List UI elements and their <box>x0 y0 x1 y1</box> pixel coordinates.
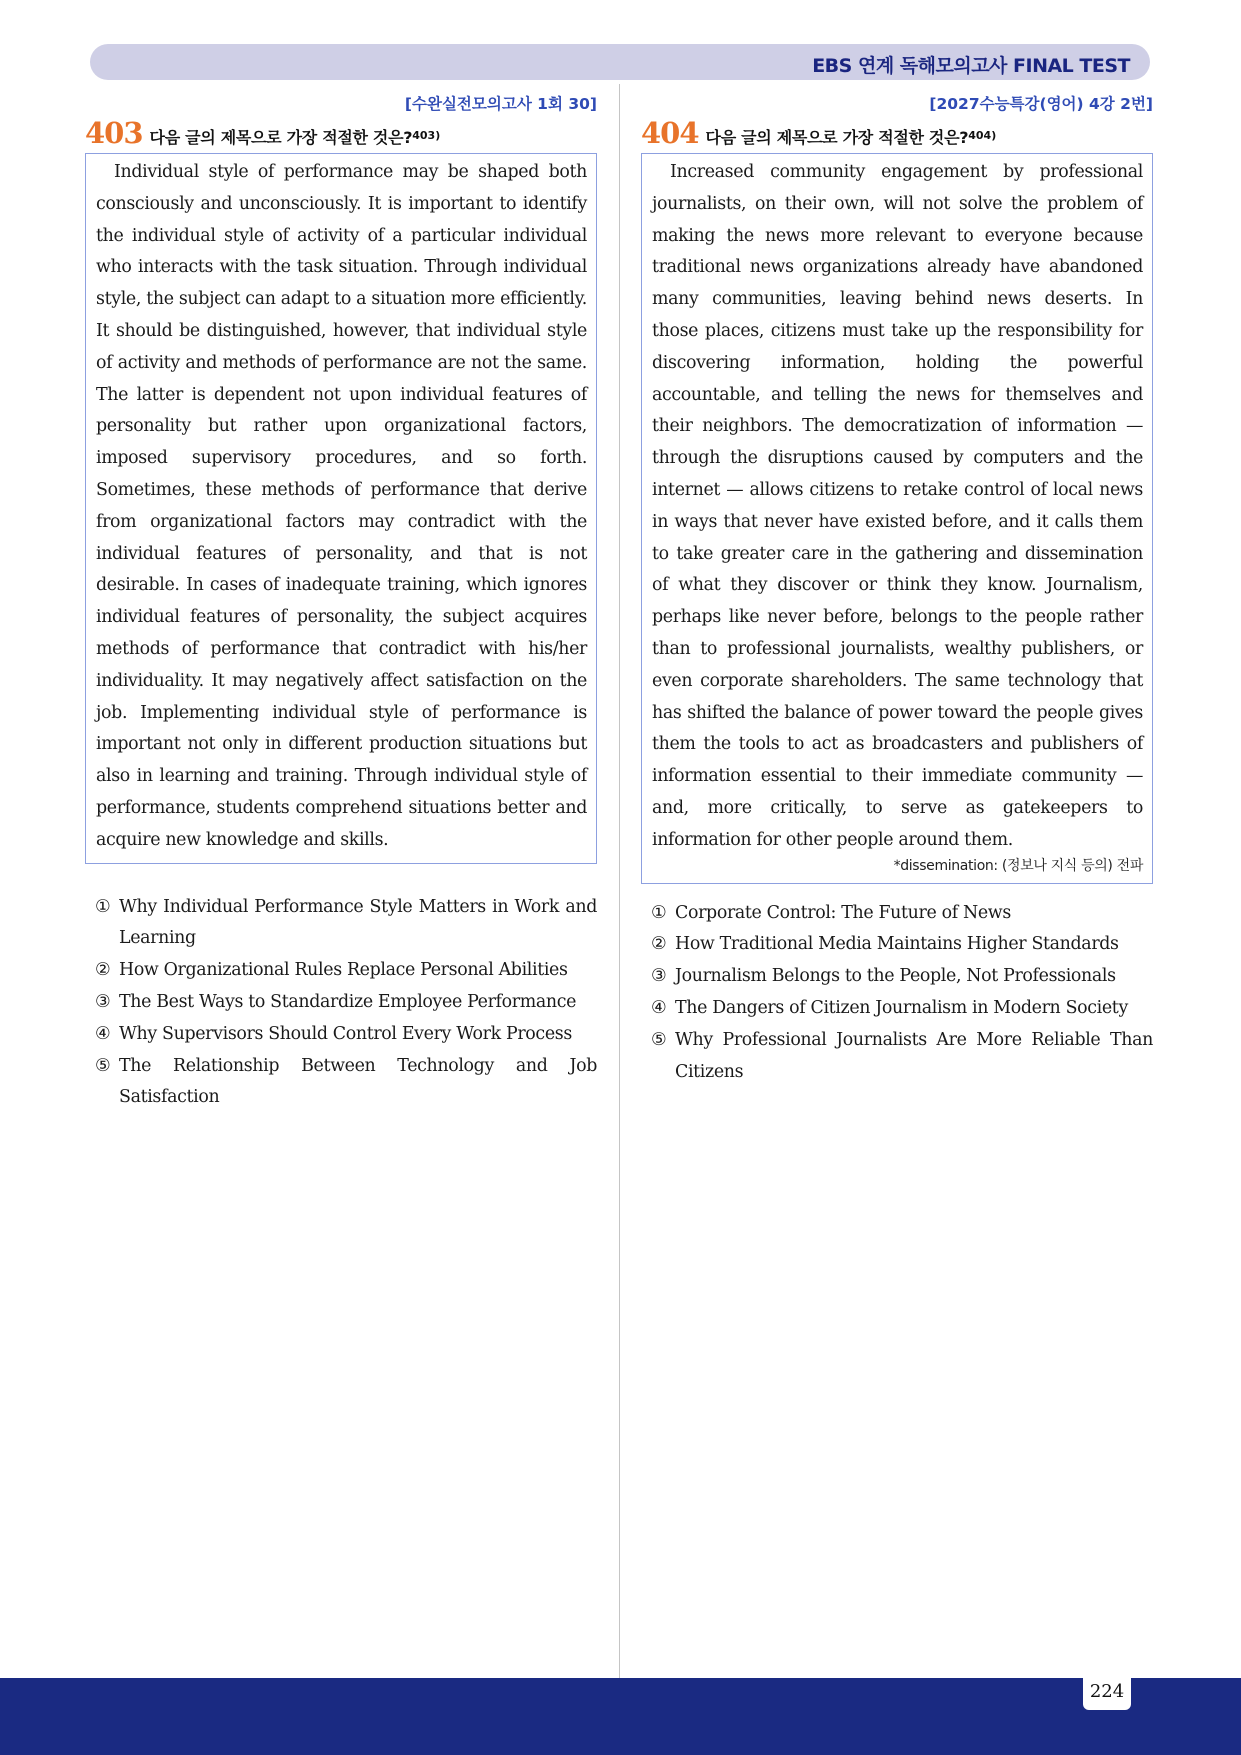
answer-option[interactable] <box>651 1025 1153 1089</box>
option-text: The Relationship Between Technology and Job Satisfaction <box>119 1055 597 1108</box>
option-text: Journalism Belongs to the People, Not Professionals <box>675 966 1116 987</box>
answer-option[interactable] <box>95 1019 597 1051</box>
question-header <box>85 116 597 150</box>
question-source: [2027수능특강(영어) 4강 2번] <box>929 95 1153 113</box>
passage-text: Increased community engagement by professional journalists, on their own, will not solve the problem of making the news more relevant to everyone because traditional news organizations already have abandoned many communities, leaving behind news deserts. In those places, citizens must take up the responsibility for discovering information, holding the powerful accountable, and telling the news for themselves and their neighbors. The democratization of information — through the disruptions caused by computers and the internet — allows citizens to retake control of local news in ways that never have existed before, and it calls them to take greater care in the gathering and dissemination of what they discover or think they know. Journalism, perhaps like never before, belongs to the people rather than to professional journalists, wealthy publishers, or even corporate shareholders. The same technology that has shifted the balance of power toward the people gives them the tools to act as broadcasters and publishers of information essential to their immediate community — and, more critically, to serve as gatekeepers to information for other people around them. <box>652 162 1143 850</box>
option-text: Corporate Control: The Future of News <box>675 902 1011 923</box>
answer-options <box>85 892 597 1115</box>
answer-option[interactable] <box>95 1051 597 1115</box>
question-ref: 404) <box>968 129 997 142</box>
question-403 <box>85 92 597 1114</box>
answer-option[interactable] <box>651 961 1153 993</box>
option-number: ① <box>651 902 667 923</box>
option-text: The Dangers of Citizen Journalism in Modern Society <box>675 997 1128 1018</box>
option-number: ④ <box>95 1023 111 1044</box>
option-text: Why Supervisors Should Control Every Work Process <box>119 1023 572 1044</box>
option-text: Why Professional Journalists Are More Reliable Than Citizens <box>675 1029 1153 1082</box>
page-number: 224 <box>1083 1674 1131 1710</box>
option-text: How Traditional Media Maintains Higher Standards <box>675 934 1119 955</box>
option-number: ⑤ <box>651 1029 667 1050</box>
question-number: 403 <box>85 116 143 150</box>
option-number: ⑤ <box>95 1055 111 1076</box>
passage-box <box>85 153 597 864</box>
option-number: ④ <box>651 997 667 1018</box>
header-bar <box>90 44 1150 80</box>
column-divider <box>619 84 620 1678</box>
question-source: [수완실전모의고사 1회 30] <box>404 95 597 113</box>
question-prompt: 다음 글의 제목으로 가장 적절한 것은? <box>705 128 969 147</box>
answer-option[interactable] <box>651 993 1153 1025</box>
option-number: ③ <box>95 991 111 1012</box>
option-text: How Organizational Rules Replace Personal Abilities <box>119 960 568 981</box>
question-number: 404 <box>641 116 699 150</box>
header-title: EBS 연계 독해모의고사 FINAL TEST <box>812 55 1130 77</box>
option-text: The Best Ways to Standardize Employee Performance <box>119 991 577 1012</box>
passage-text: Individual style of performance may be shaped both consciously and unconsciously. It is important to identify the individual style of activity of a particular individual who interacts with the task situation. Through individual style, the subject can adapt to a situation more efficiently. It should be distinguished, however, that individual style of activity and methods of performance are not the same. The latter is dependent not upon individual features of personality but rather upon organizational factors, imposed supervisory procedures, and so forth. Sometimes, these methods of performance that derive from organizational factors may contradict with the individual features of personality, and that is not desirable. In cases of inadequate training, which ignores individual features of personality, the subject acquires methods of performance that contradict with his/her individuality. It may negatively affect satisfaction on the job. Implementing individual style of performance is important not only in different production situations but also in learning and training. Through individual style of performance, students comprehend situations better and acquire new knowledge and skills. <box>96 162 587 850</box>
question-ref: 403) <box>412 129 441 142</box>
option-number: ② <box>651 934 667 955</box>
question-404 <box>641 92 1153 1088</box>
option-text: Why Individual Performance Style Matters in Work and Learning <box>119 896 597 949</box>
option-number: ② <box>95 960 111 981</box>
footnote: *dissemination: (정보나 지식 등의) 전파 <box>893 857 1143 874</box>
option-number: ① <box>95 896 111 917</box>
answer-option[interactable] <box>95 987 597 1019</box>
answer-option[interactable] <box>95 955 597 987</box>
answer-option[interactable] <box>95 892 597 956</box>
answer-option[interactable] <box>651 929 1153 961</box>
option-number: ③ <box>651 966 667 987</box>
question-header <box>641 116 1153 150</box>
answer-options <box>641 898 1153 1089</box>
footer-bar <box>0 1678 1241 1755</box>
passage-box <box>641 153 1153 884</box>
answer-option[interactable] <box>651 898 1153 930</box>
question-prompt: 다음 글의 제목으로 가장 적절한 것은? <box>149 128 413 147</box>
